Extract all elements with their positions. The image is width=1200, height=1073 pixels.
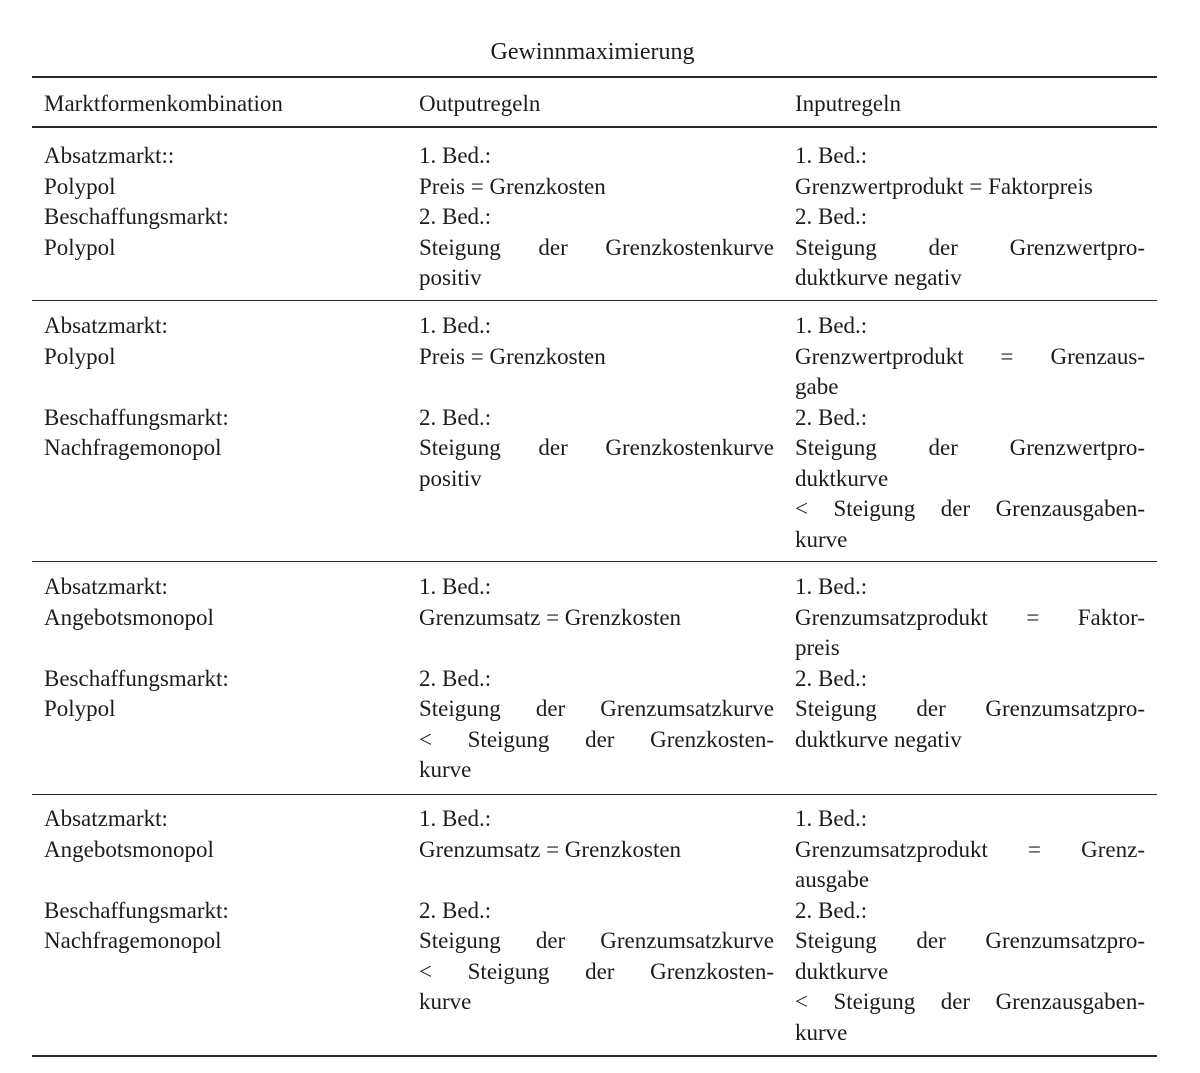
- row-4-input-cell: [795, 804, 1145, 1048]
- row-2-output-line: Preis = Grenzkosten: [419, 343, 606, 369]
- header-marktformenkombination: Marktformenkombination: [44, 91, 283, 116]
- row-2-input-line: Grenzwertprodukt = Grenzaus-: [795, 343, 1145, 369]
- row-3-input-cell: [795, 572, 1145, 755]
- row-rule: [32, 300, 1157, 301]
- row-4-output-line: 1. Bed.:: [419, 806, 492, 831]
- row-4-input-line: Grenzumsatzprodukt = Grenz-: [795, 836, 1145, 862]
- row-1-input-line: Grenzwertprodukt = Faktorpreis: [795, 173, 1093, 199]
- row-1-output-line: 2. Bed.:: [419, 204, 492, 229]
- row-3-input-line: 1. Bed.:: [795, 574, 868, 599]
- row-3-output-line: kurve: [419, 757, 472, 782]
- row-1-input-line: duktkurve negativ: [795, 265, 962, 290]
- row-rule: [32, 561, 1157, 562]
- row-4-input-line: duktkurve: [795, 958, 889, 984]
- row-4-market-line: Absatzmarkt:: [44, 806, 168, 831]
- row-1-input-line: 1. Bed.:: [795, 143, 868, 168]
- row-3-market-line: Angebotsmonopol: [44, 604, 214, 630]
- row-2-output-line: 1. Bed.:: [419, 313, 492, 338]
- row-1-market-line: Polypol: [44, 234, 116, 260]
- row-3-output-line: < Steigung der Grenzkosten-: [419, 726, 774, 752]
- row-3-input-line: Steigung der Grenzumsatzpro-: [795, 696, 1145, 721]
- row-4-market-gap: [44, 865, 384, 896]
- row-2-output-cell: [419, 311, 774, 494]
- row-4-input-line: kurve: [795, 1019, 848, 1045]
- row-4-market-line: Angebotsmonopol: [44, 836, 214, 862]
- row-4-input-line: < Steigung der Grenzausgaben-: [795, 989, 1145, 1014]
- row-2-market-line: Beschaffungsmarkt:: [44, 404, 229, 430]
- row-2-input-line: kurve: [795, 526, 848, 552]
- row-3-output-cell: [419, 572, 774, 786]
- row-4-input-line: Steigung der Grenzumsatzpro-: [795, 928, 1145, 953]
- row-1-output-line: Steigung der Grenzkostenkurve: [419, 234, 774, 260]
- row-4-output-line: Steigung der Grenzumsatzkurve: [419, 928, 774, 953]
- row-4-output-line: 2. Bed.:: [419, 897, 492, 923]
- row-2-market-cell: [44, 311, 384, 464]
- row-1-market-cell: [44, 141, 384, 263]
- row-4-market-line: Nachfragemonopol: [44, 928, 222, 953]
- header-inputregeln: Inputregeln: [795, 91, 902, 116]
- row-2-output-line: 2. Bed.:: [419, 404, 492, 430]
- header-outputregeln: Outputregeln: [419, 91, 541, 116]
- row-4-input-line: 1. Bed.:: [795, 806, 868, 831]
- row-2-market-gap: [44, 372, 384, 403]
- row-3-market-line: Beschaffungsmarkt:: [44, 665, 229, 691]
- row-3-input-line: duktkurve negativ: [795, 726, 962, 752]
- row-2-input-line: Steigung der Grenzwertpro-: [795, 435, 1145, 460]
- row-1-output-line: Preis = Grenzkosten: [419, 173, 606, 199]
- row-3-output-line: Steigung der Grenzumsatzkurve: [419, 696, 774, 721]
- row-2-market-line: Nachfragemonopol: [44, 435, 222, 460]
- header-rule: [32, 126, 1157, 128]
- row-3-output-gap: [419, 633, 774, 664]
- row-1-input-line: 2. Bed.:: [795, 204, 868, 229]
- row-3-output-line: 1. Bed.:: [419, 574, 492, 599]
- row-1-market-line: Absatzmarkt::: [44, 143, 175, 168]
- row-2-market-line: Polypol: [44, 343, 116, 369]
- row-4-output-line: Grenzumsatz = Grenzkosten: [419, 836, 682, 862]
- row-2-input-line: 1. Bed.:: [795, 313, 868, 338]
- row-3-market-line: Polypol: [44, 696, 116, 721]
- row-1-output-cell: [419, 141, 774, 294]
- row-1-input-line: Steigung der Grenzwertpro-: [795, 234, 1145, 260]
- row-2-input-line: gabe: [795, 374, 839, 399]
- bottom-rule: [32, 1055, 1157, 1057]
- row-1-output-line: positiv: [419, 265, 482, 290]
- row-3-input-line: 2. Bed.:: [795, 665, 868, 691]
- row-4-output-line: kurve: [419, 989, 472, 1014]
- row-1-market-line: Beschaffungsmarkt:: [44, 204, 229, 229]
- row-4-output-line: < Steigung der Grenzkosten-: [419, 958, 774, 984]
- row-2-market-line: Absatzmarkt:: [44, 313, 168, 338]
- row-3-input-line: Grenzumsatzprodukt = Faktor-: [795, 604, 1145, 630]
- row-1-input-cell: [795, 141, 1145, 294]
- row-2-input-cell: [795, 311, 1145, 555]
- row-4-output-gap: [419, 865, 774, 896]
- row-2-input-line: < Steigung der Grenzausgaben-: [795, 496, 1145, 521]
- row-4-input-line: ausgabe: [795, 867, 870, 892]
- row-4-market-line: Beschaffungsmarkt:: [44, 897, 229, 923]
- row-4-market-cell: [44, 804, 384, 957]
- row-1-market-line: Polypol: [44, 173, 116, 199]
- row-3-market-cell: [44, 572, 384, 725]
- row-4-input-line: 2. Bed.:: [795, 897, 868, 923]
- row-3-input-line: preis: [795, 635, 840, 660]
- row-3-output-line: 2. Bed.:: [419, 665, 492, 691]
- table-title: Gewinnmaximierung: [490, 39, 695, 65]
- top-rule: [32, 76, 1157, 78]
- row-3-market-line: Absatzmarkt:: [44, 574, 168, 599]
- row-2-output-line: positiv: [419, 465, 482, 491]
- row-3-market-gap: [44, 633, 384, 664]
- row-2-output-line: Steigung der Grenzkostenkurve: [419, 435, 774, 460]
- row-rule: [32, 794, 1157, 795]
- row-1-output-line: 1. Bed.:: [419, 143, 492, 168]
- row-2-input-line: duktkurve: [795, 465, 889, 491]
- row-2-input-line: 2. Bed.:: [795, 404, 868, 430]
- row-2-output-gap: [419, 372, 774, 403]
- row-4-output-cell: [419, 804, 774, 1018]
- row-3-output-line: Grenzumsatz = Grenzkosten: [419, 604, 682, 630]
